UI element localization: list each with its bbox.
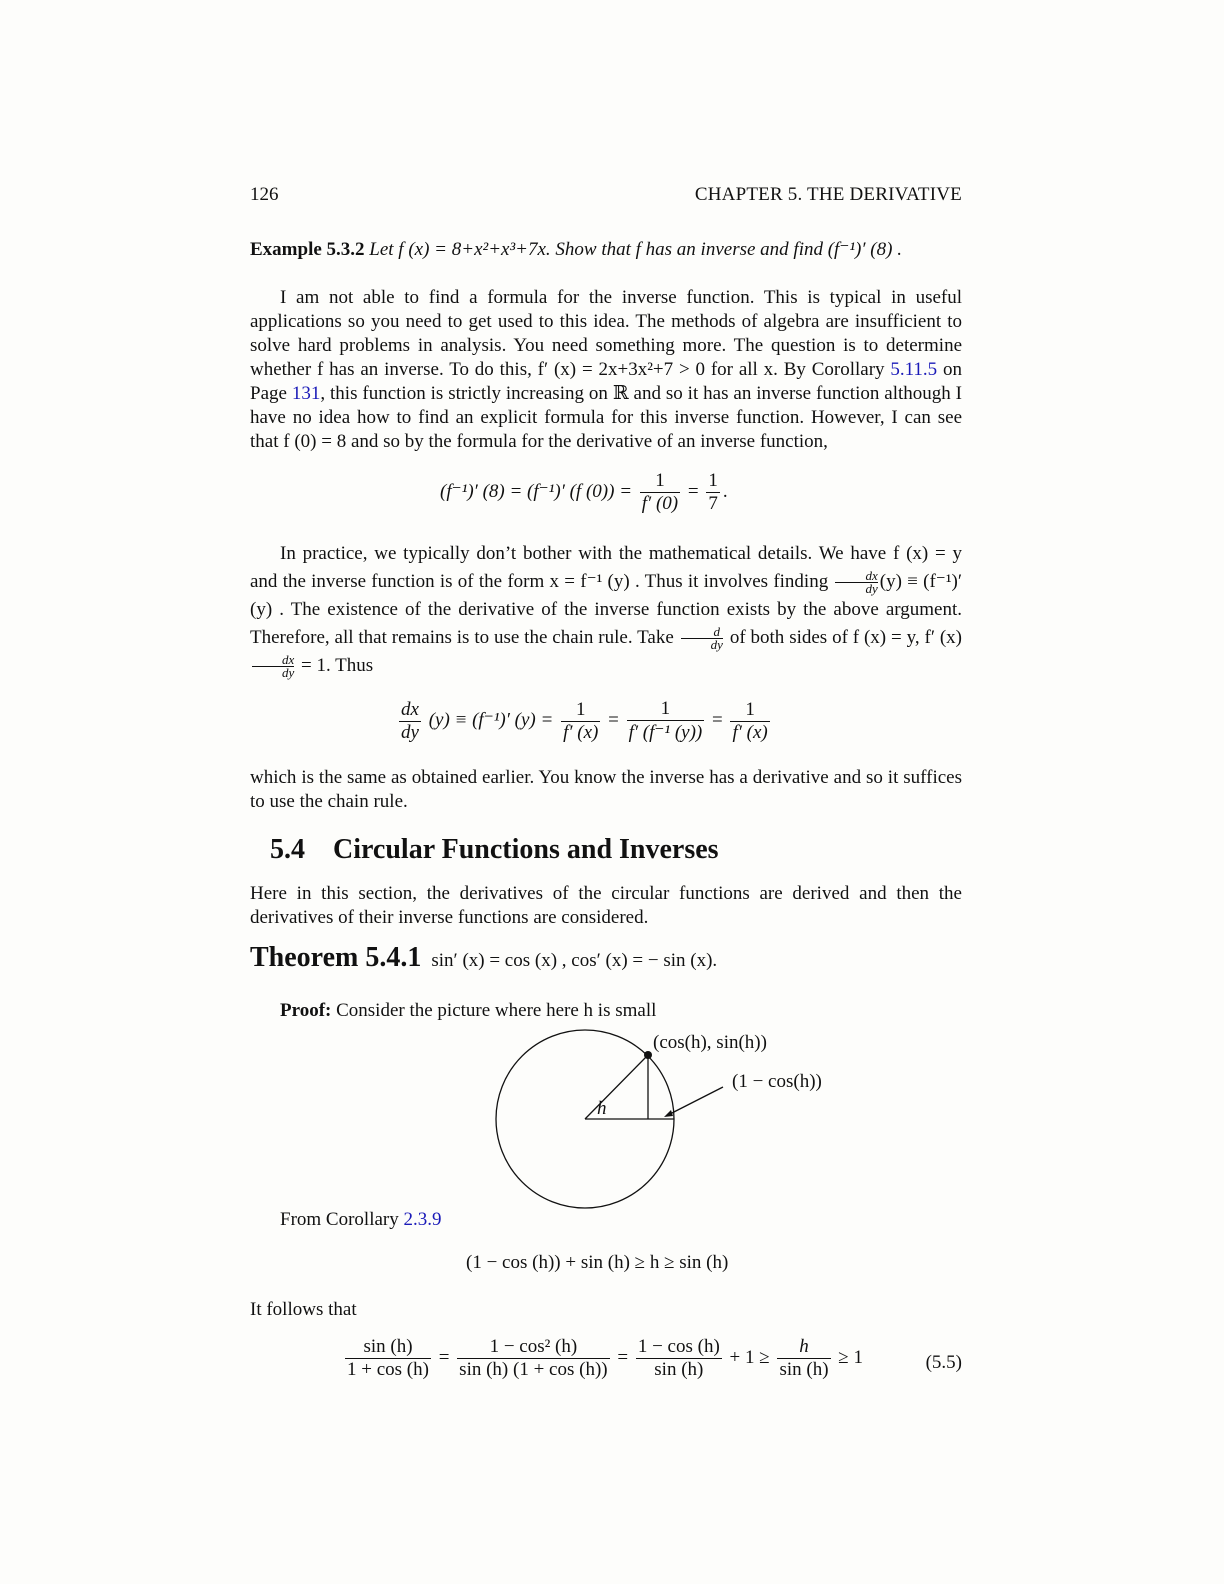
eq1-lhs: (f⁻¹)′ (8) = (f⁻¹)′ (f (0)) = bbox=[440, 480, 633, 502]
point-label: (cos(h), sin(h)) bbox=[653, 1032, 767, 1053]
eq5-eq2: = bbox=[617, 1346, 629, 1368]
running-header: CHAPTER 5. THE DERIVATIVE bbox=[694, 184, 962, 205]
eq5-d1: 1 + cos (h) bbox=[347, 1359, 429, 1380]
eq5-n4: h bbox=[799, 1336, 809, 1357]
point-marker bbox=[644, 1051, 652, 1059]
unit-circle-diagram bbox=[490, 1024, 850, 1214]
example-text: Let f (x) = 8+x²+x³+7x. Show that f has an inverse and find (f⁻¹)′ (8) . bbox=[369, 239, 902, 260]
proof-label: Proof: bbox=[280, 1000, 332, 1021]
theorem-label: Theorem 5.4.1 bbox=[250, 942, 422, 973]
eq2-frac-2 bbox=[627, 698, 705, 744]
eq5-d3: sin (h) bbox=[636, 1358, 722, 1381]
para1-text-c: , this function is strictly increasing on ℝ and so it has an inverse function although I have no idea how to find an explicit formula for this inverse function. However, I can see that f (0) = 8 and so by the formula for the derivative of an inverse function, bbox=[250, 383, 962, 452]
eq2-dy: dy bbox=[401, 721, 419, 743]
eq5-frac-4 bbox=[777, 1336, 830, 1381]
example-label: Example 5.3.2 bbox=[250, 239, 365, 260]
para2-text-b: (y) ≡ (f⁻¹)′ (y) . The existence of the derivative of the inverse function exists by the above argument. Therefore, all that remains is to use the chain rule. Take bbox=[250, 571, 963, 648]
section-number: 5.4 bbox=[270, 834, 305, 865]
eq1-den2: 7 bbox=[708, 493, 718, 514]
page-number: 126 bbox=[250, 184, 279, 205]
eq1-fraction-2 bbox=[706, 470, 720, 515]
eq2-d2: f′ (f⁻¹ (y)) bbox=[628, 722, 703, 743]
eq5-n1: sin (h) bbox=[363, 1336, 413, 1357]
dxdy-fraction bbox=[835, 570, 877, 595]
pointer-arrow bbox=[668, 1087, 723, 1115]
eq5-mid: + 1 ≥ bbox=[729, 1346, 770, 1368]
section-intro: Here in this section, the derivatives of the circular functions are derived and then the derivatives of their inverse functions are considered. bbox=[250, 883, 962, 928]
proof-text: Consider the picture where here h is small bbox=[336, 1000, 657, 1021]
example-paragraph-3: which is the same as obtained earlier. You know the inverse has a derivative and so it suffices to use the chain rule. bbox=[250, 767, 962, 812]
para2-text-c: of both sides of f (x) = y, f′ (x) bbox=[729, 627, 963, 648]
arrow-label: (1 − cos(h)) bbox=[732, 1071, 822, 1092]
dx-num-2: dx bbox=[282, 652, 295, 668]
angle-label: h bbox=[597, 1098, 607, 1119]
eq5-frac-3 bbox=[636, 1336, 722, 1381]
proof-intro bbox=[250, 999, 962, 1023]
para1-text-b: on Page bbox=[250, 359, 963, 404]
section-title: Circular Functions and Inverses bbox=[333, 834, 719, 865]
dxdy-fraction-2 bbox=[252, 654, 294, 679]
eq2-dxdy bbox=[399, 699, 421, 744]
equation-inverse-derivative bbox=[440, 470, 728, 515]
eq1-period: . bbox=[722, 480, 728, 502]
eq5-frac-2 bbox=[457, 1336, 609, 1381]
eq2-frac-1 bbox=[561, 699, 600, 744]
eq1-fraction bbox=[640, 470, 680, 515]
eq2-frac-3 bbox=[730, 699, 769, 744]
equation-chain-rule bbox=[396, 698, 773, 744]
dx-num: dx bbox=[865, 568, 878, 584]
para2-text-d: = 1. Thus bbox=[301, 655, 374, 676]
example-paragraph-2 bbox=[250, 540, 962, 680]
eq5-end: ≥ 1 bbox=[838, 1346, 863, 1368]
theorem bbox=[250, 942, 717, 974]
section-heading bbox=[270, 834, 719, 866]
eq2-dx: dx bbox=[401, 698, 419, 720]
eq1-equals: = bbox=[687, 480, 699, 502]
eq2-n3: 1 bbox=[745, 698, 755, 720]
eq5-n3: 1 − cos (h) bbox=[637, 1336, 720, 1357]
dy-den-2: dy bbox=[252, 666, 294, 679]
arrow-head bbox=[664, 1110, 673, 1117]
d-num: d bbox=[713, 624, 721, 640]
d-dy-fraction bbox=[681, 626, 723, 651]
corollary-2-3-9-link[interactable]: 2.3.9 bbox=[403, 1209, 442, 1230]
eq2-n2: 1 bbox=[660, 698, 671, 719]
eq2-d3: f′ (x) bbox=[732, 721, 768, 743]
example-paragraph-1 bbox=[250, 286, 962, 454]
eq1-num2: 1 bbox=[708, 470, 718, 491]
eq2-equals-2: = bbox=[712, 709, 723, 731]
eq2-equals: = bbox=[608, 709, 619, 731]
eq5-frac-1 bbox=[345, 1336, 431, 1381]
corollary-text: From Corollary bbox=[280, 1209, 404, 1230]
dy-den: dy bbox=[835, 582, 877, 595]
eq5-eq1: = bbox=[438, 1346, 450, 1368]
page-link[interactable]: 131 bbox=[291, 383, 321, 404]
radius-angled bbox=[585, 1055, 648, 1119]
d-dy-den: dy bbox=[681, 638, 723, 651]
eq1-den: f′ (0) bbox=[641, 493, 679, 514]
eq2-n1: 1 bbox=[575, 698, 586, 720]
example-statement bbox=[250, 238, 962, 262]
follows-text: It follows that bbox=[250, 1299, 357, 1320]
eq2-mid: (y) ≡ (f⁻¹)′ (y) = bbox=[428, 709, 554, 731]
inequality-display: (1 − cos (h)) + sin (h) ≥ h ≥ sin (h) bbox=[466, 1252, 729, 1273]
equation-number: (5.5) bbox=[925, 1352, 962, 1373]
theorem-text: sin′ (x) = cos (x) , cos′ (x) = − sin (x). bbox=[431, 950, 718, 971]
para1-text-a: I am not able to find a formula for the inverse function. This is typical in useful applications so you need to get used to this idea. The methods of algebra are insufficient to solve hard problems in analysis. You need something more. The question is to determine whether f has an inverse. To do this, f′ (x) = 2x+3x²+7 > 0 for all x. By Corollary bbox=[250, 287, 962, 380]
corollary-line bbox=[280, 1208, 962, 1232]
eq1-num: 1 bbox=[655, 470, 665, 491]
eq5-d2: sin (h) (1 + cos (h)) bbox=[459, 1359, 608, 1380]
corollary-link[interactable]: 5.11.5 bbox=[890, 359, 938, 380]
eq2-d1: f′ (x) bbox=[563, 721, 599, 743]
eq5-n2: 1 − cos² (h) bbox=[489, 1336, 578, 1357]
para2-text-a: In practice, we typically don’t bother with the mathematical details. We have f (x) = y and the inverse function is of the form x = f⁻¹ (y) . Thus it involves finding bbox=[250, 543, 962, 592]
equation-5-5 bbox=[342, 1336, 863, 1381]
eq5-d4: sin (h) bbox=[779, 1359, 829, 1380]
